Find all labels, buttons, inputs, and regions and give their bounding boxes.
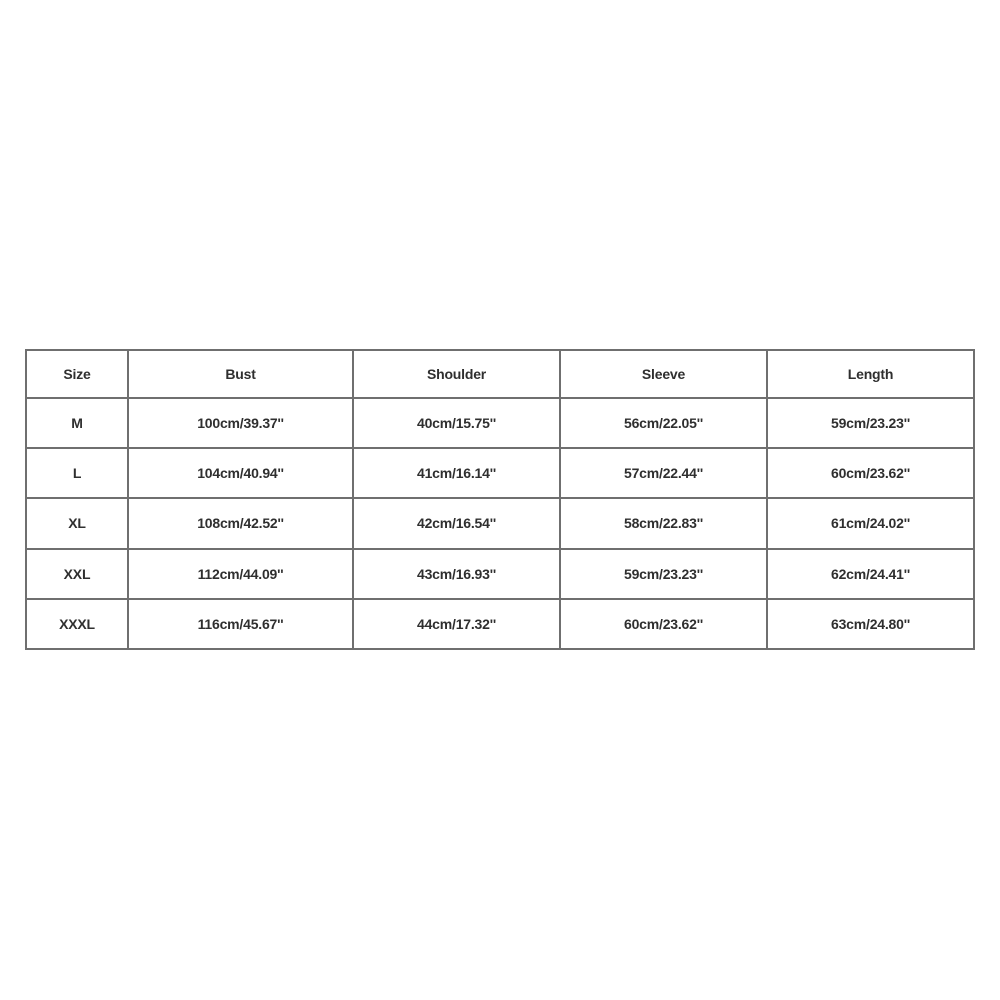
cell-size: XL: [26, 498, 128, 548]
table-row: [26, 549, 974, 599]
cell-sleeve: 60cm/23.62'': [560, 599, 767, 649]
cell-bust: 112cm/44.09'': [128, 549, 353, 599]
cell-size: XXL: [26, 549, 128, 599]
cell-length: 63cm/24.80'': [767, 599, 974, 649]
cell-bust: 108cm/42.52'': [128, 498, 353, 548]
cell-bust: 104cm/40.94'': [128, 448, 353, 498]
table-header-row: [26, 350, 974, 398]
cell-length: 59cm/23.23'': [767, 398, 974, 448]
size-chart-table: [25, 349, 975, 650]
cell-shoulder: 40cm/15.75'': [353, 398, 560, 448]
column-header-length: Length: [767, 350, 974, 398]
column-header-size: Size: [26, 350, 128, 398]
cell-length: 61cm/24.02'': [767, 498, 974, 548]
cell-size: XXXL: [26, 599, 128, 649]
cell-length: 62cm/24.41'': [767, 549, 974, 599]
cell-sleeve: 56cm/22.05'': [560, 398, 767, 448]
cell-sleeve: 57cm/22.44'': [560, 448, 767, 498]
cell-bust: 116cm/45.67'': [128, 599, 353, 649]
column-header-bust: Bust: [128, 350, 353, 398]
table-row: [26, 498, 974, 548]
table-row: [26, 448, 974, 498]
table-row: [26, 599, 974, 649]
cell-shoulder: 44cm/17.32'': [353, 599, 560, 649]
cell-shoulder: 41cm/16.14'': [353, 448, 560, 498]
table-row: [26, 398, 974, 448]
cell-length: 60cm/23.62'': [767, 448, 974, 498]
column-header-sleeve: Sleeve: [560, 350, 767, 398]
cell-shoulder: 43cm/16.93'': [353, 549, 560, 599]
cell-sleeve: 58cm/22.83'': [560, 498, 767, 548]
cell-sleeve: 59cm/23.23'': [560, 549, 767, 599]
cell-bust: 100cm/39.37'': [128, 398, 353, 448]
cell-size: L: [26, 448, 128, 498]
cell-size: M: [26, 398, 128, 448]
column-header-shoulder: Shoulder: [353, 350, 560, 398]
cell-shoulder: 42cm/16.54'': [353, 498, 560, 548]
